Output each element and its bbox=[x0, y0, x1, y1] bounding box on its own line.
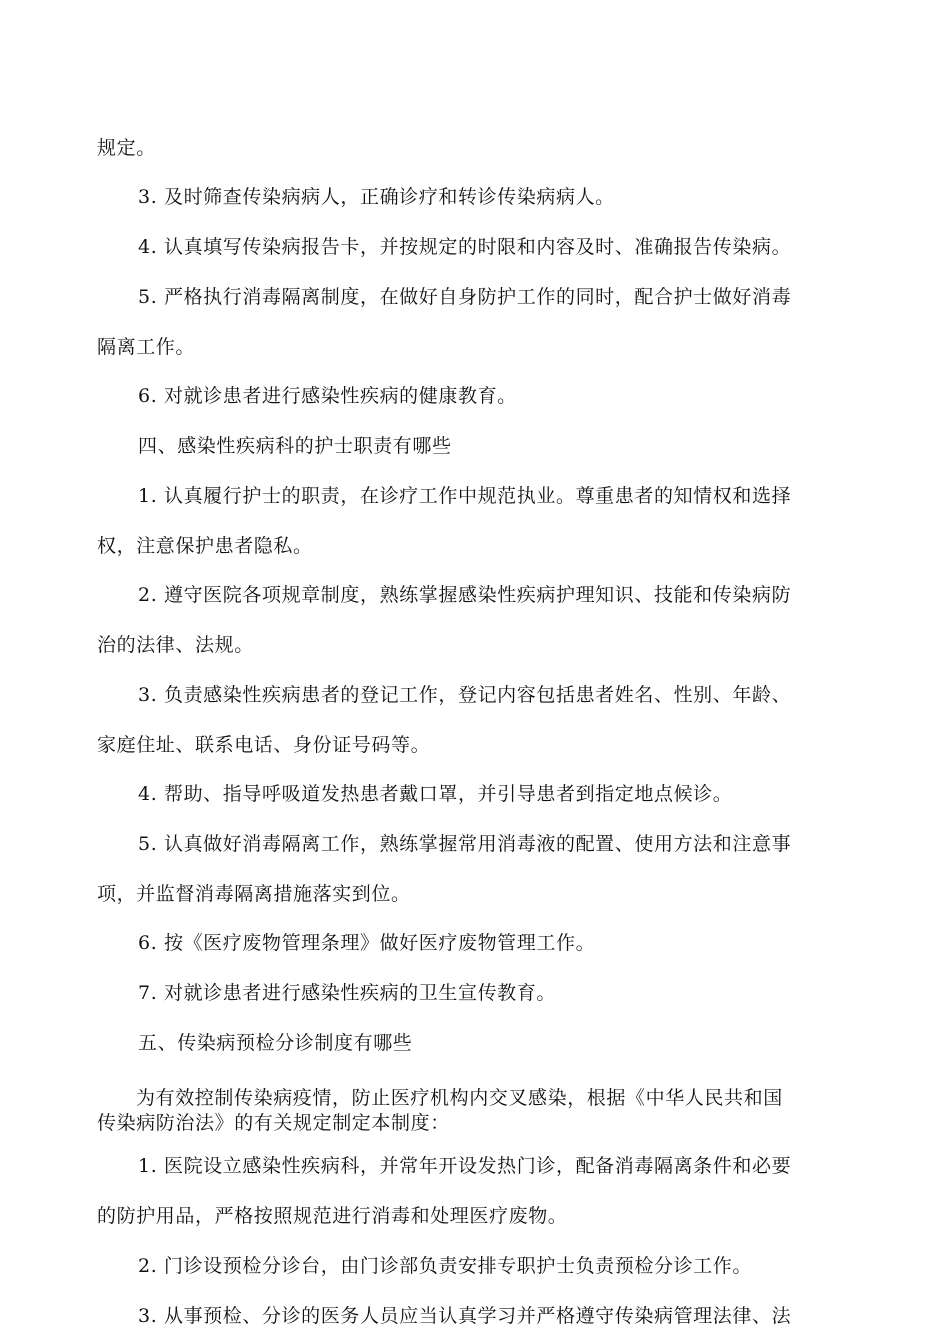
text-line: 的防护用品，严格按照规范进行消毒和处理医疗废物。 bbox=[97, 1205, 568, 1227]
list-item: 5. 严格执行消毒隔离制度，在做好自身防护工作的同时，配合护士做好消毒 bbox=[138, 286, 792, 308]
list-item: 6. 按《医疗废物管理条理》做好医疗废物管理工作。 bbox=[138, 932, 596, 954]
list-item: 3. 负责感染性疾病患者的登记工作，登记内容包括患者姓名、性别、年龄、 bbox=[138, 684, 792, 706]
text-line: 权，注意保护患者隐私。 bbox=[97, 535, 313, 557]
list-item: 4. 帮助、指导呼吸道发热患者戴口罩，并引导患者到指定地点候诊。 bbox=[138, 783, 733, 805]
paragraph-line: 传染病防治法》的有关规定制定本制度： bbox=[97, 1112, 450, 1134]
list-item: 7. 对就诊患者进行感染性疾病的卫生宣传教育。 bbox=[138, 982, 556, 1004]
text-line: 隔离工作。 bbox=[97, 336, 196, 358]
list-item: 2. 门诊设预检分诊台，由门诊部负责安排专职护士负责预检分诊工作。 bbox=[138, 1255, 752, 1277]
section-heading: 五、传染病预检分诊制度有哪些 bbox=[138, 1032, 413, 1054]
section-heading: 四、感染性疾病科的护士职责有哪些 bbox=[138, 435, 452, 457]
text-line: 家庭住址、联系电话、身份证号码等。 bbox=[97, 734, 431, 756]
list-item: 3. 及时筛查传染病病人，正确诊疗和转诊传染病病人。 bbox=[138, 186, 615, 208]
list-item: 3. 从事预检、分诊的医务人员应当认真学习并严格遵守传染病管理法律、法 bbox=[138, 1305, 792, 1327]
paragraph-line: 为有效控制传染病疫情，防止医疗机构内交叉感染，根据《中华人民共和国 bbox=[136, 1087, 783, 1109]
list-item: 1. 认真履行护士的职责，在诊疗工作中规范执业。尊重患者的知情权和选择 bbox=[138, 485, 792, 507]
text-line: 规定。 bbox=[97, 137, 156, 159]
text-line: 治的法律、法规。 bbox=[97, 634, 254, 656]
list-item: 5. 认真做好消毒隔离工作，熟练掌握常用消毒液的配置、使用方法和注意事 bbox=[138, 833, 792, 855]
list-item: 1. 医院设立感染性疾病科，并常年开设发热门诊，配备消毒隔离条件和必要 bbox=[138, 1155, 792, 1177]
list-item: 2. 遵守医院各项规章制度，熟练掌握感染性疾病护理知识、技能和传染病防 bbox=[138, 584, 792, 606]
list-item: 6. 对就诊患者进行感染性疾病的健康教育。 bbox=[138, 385, 517, 407]
list-item: 4. 认真填写传染病报告卡，并按规定的时限和内容及时、准确报告传染病。 bbox=[138, 236, 792, 258]
text-line: 项，并监督消毒隔离措施落实到位。 bbox=[97, 883, 411, 905]
